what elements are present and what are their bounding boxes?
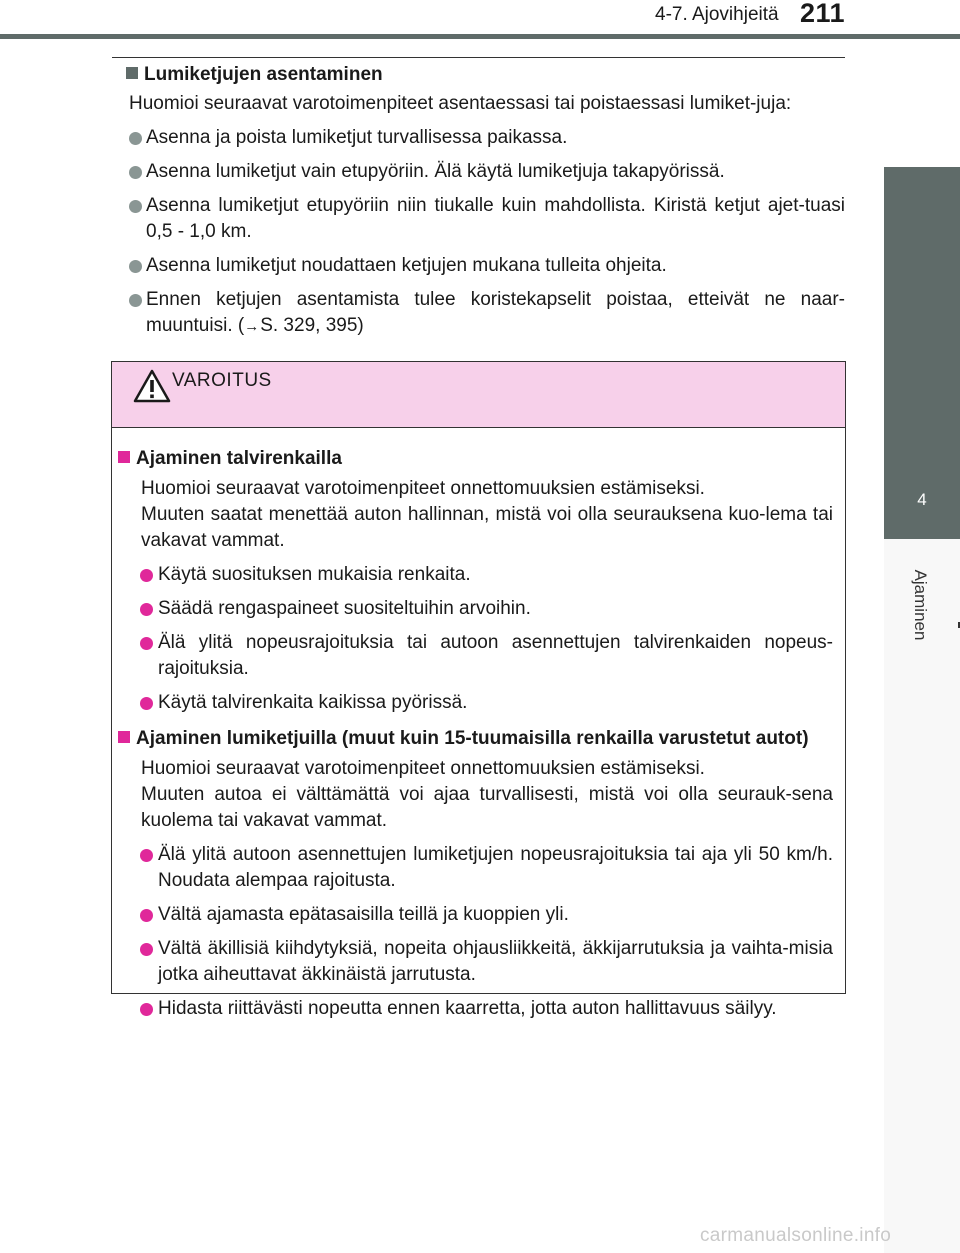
warning-section-heading-text: Ajaminen lumiketjuilla (muut kuin 15-tuumaisilla renkailla varustetut autot): [136, 728, 809, 749]
warning-section-snow-chains: [118, 726, 833, 1022]
list-item-text: Älä ylitä autoon asennettujen lumiketjujen nopeusrajoituksia tai aja yli 50 km/h. Noudata alempaa rajoitusta.: [158, 844, 833, 891]
circle-bullet-icon: [129, 166, 142, 179]
list-item-text: Säädä rengaspaineet suositeltuihin arvoihin.: [158, 598, 531, 619]
square-bullet-icon: [118, 451, 130, 463]
list-item: [112, 125, 845, 151]
chapter-label: Ajaminen: [911, 569, 930, 641]
warning-paragraph: Huomioi seuraavat varotoimenpiteet onnettomuuksien estämiseksi.: [141, 478, 705, 499]
snow-chain-list: [112, 125, 845, 340]
list-item-text: Älä ylitä nopeusrajoituksia tai autoon asennettujen talvirenkaiden nopeus-rajoituksia.: [158, 632, 833, 679]
list-item: [118, 562, 833, 588]
warning-title: VAROITUS: [172, 370, 272, 391]
warning-section-heading: [118, 446, 833, 472]
list-item-text: Käytä talvirenkaita kaikissa pyörissä.: [158, 692, 468, 713]
main-content: [112, 62, 845, 340]
warning-paragraph: Muuten saatat menettää auton hallinnan, mistä voi olla seurauksena kuo-lema tai vakavat vammat.: [141, 504, 833, 551]
list-item-text: Asenna ja poista lumiketjut turvallisessa paikassa.: [146, 127, 568, 148]
list-item: [118, 690, 833, 716]
list-item: [118, 842, 833, 894]
warning-paragraph: Huomioi seuraavat varotoimenpiteet onnettomuuksien estämiseksi.: [141, 758, 705, 779]
list-item: [118, 902, 833, 928]
warning-list: [118, 562, 833, 716]
section-title: 4-7. Ajovihjeitä: [655, 4, 779, 25]
page-number: 211: [800, 0, 846, 28]
list-item: [112, 159, 845, 185]
list-item-text: Hidasta riittävästi nopeutta ennen kaarretta, jotta auton hallittavuus säilyy.: [158, 998, 777, 1019]
circle-bullet-icon: [129, 132, 142, 145]
circle-bullet-icon: [140, 637, 153, 650]
warning-triangle-icon: [132, 368, 172, 404]
header-rule: [0, 34, 960, 39]
square-bullet-icon: [118, 731, 130, 743]
list-item: [112, 253, 845, 279]
content-top-divider: [112, 57, 845, 58]
list-item-text: Käytä suosituksen mukaisia renkaita.: [158, 564, 471, 585]
page-reference-link[interactable]: S. 329, 395): [260, 315, 364, 336]
circle-bullet-icon: [140, 909, 153, 922]
list-item: [118, 996, 833, 1022]
warning-header: [112, 362, 845, 428]
chapter-number: 4: [884, 461, 960, 539]
circle-bullet-icon: [140, 697, 153, 710]
arrow-right-icon: →: [244, 318, 260, 335]
list-item-text: Asenna lumiketjut etupyöriin niin tiukalle kuin mahdollista. Kiristä ketjut ajet-tuasi 0,5 - 1,0 km.: [146, 195, 845, 242]
section-heading-text: Lumiketjujen asentaminen: [144, 64, 383, 85]
intro-paragraph: Huomioi seuraavat varotoimenpiteet asentaessasi tai poistaessasi lumiket-juja:: [129, 93, 792, 114]
list-item-text: Ennen ketjujen asentamista tulee koristekapselit poistaa, etteivät ne naar-muuntuisi. (: [146, 289, 845, 336]
section-heading: [112, 62, 845, 88]
warning-section-heading: [118, 726, 833, 752]
list-item: [118, 936, 833, 988]
warning-box: [111, 361, 846, 1019]
circle-bullet-icon: [129, 260, 142, 273]
list-item: [112, 287, 845, 340]
list-item: [118, 596, 833, 622]
circle-bullet-icon: [129, 200, 142, 213]
warning-paragraph: Muuten autoa ei välttämättä voi ajaa turvallisesti, mistä voi olla seurauk-sena kuolema tai vakavat vammat.: [141, 784, 833, 831]
side-tab-block: [884, 167, 960, 461]
circle-bullet-icon: [140, 943, 153, 956]
circle-bullet-icon: [140, 849, 153, 862]
warning-body: [112, 428, 845, 1022]
square-bullet-icon: [126, 67, 138, 79]
warning-section-winter-tires: [118, 446, 833, 716]
list-item-text: Asenna lumiketjut noudattaen ketjujen mukana tulleita ohjeita.: [146, 255, 667, 276]
warning-list: [118, 842, 833, 1022]
list-item: [112, 193, 845, 245]
circle-bullet-icon: [140, 569, 153, 582]
circle-bullet-icon: [140, 603, 153, 616]
list-item-text: Vältä ajamasta epätasaisilla teillä ja kuoppien yli.: [158, 904, 569, 925]
circle-bullet-icon: [129, 294, 142, 307]
list-item: [118, 630, 833, 682]
watermark: carmanualsonline.info: [700, 1225, 892, 1246]
circle-bullet-icon: [140, 1003, 153, 1016]
list-item-text: Vältä äkillisiä kiihdytyksiä, nopeita ohjausliikkeitä, äkkijarrutuksia ja vaihta-misia jotka aiheuttavat äkkinäistä jarrutusta.: [158, 938, 833, 985]
list-item-text: Asenna lumiketjut vain etupyöriin. Älä käytä lumiketjuja takapyörissä.: [146, 161, 725, 182]
warning-section-heading-text: Ajaminen talvirenkailla: [136, 448, 342, 469]
